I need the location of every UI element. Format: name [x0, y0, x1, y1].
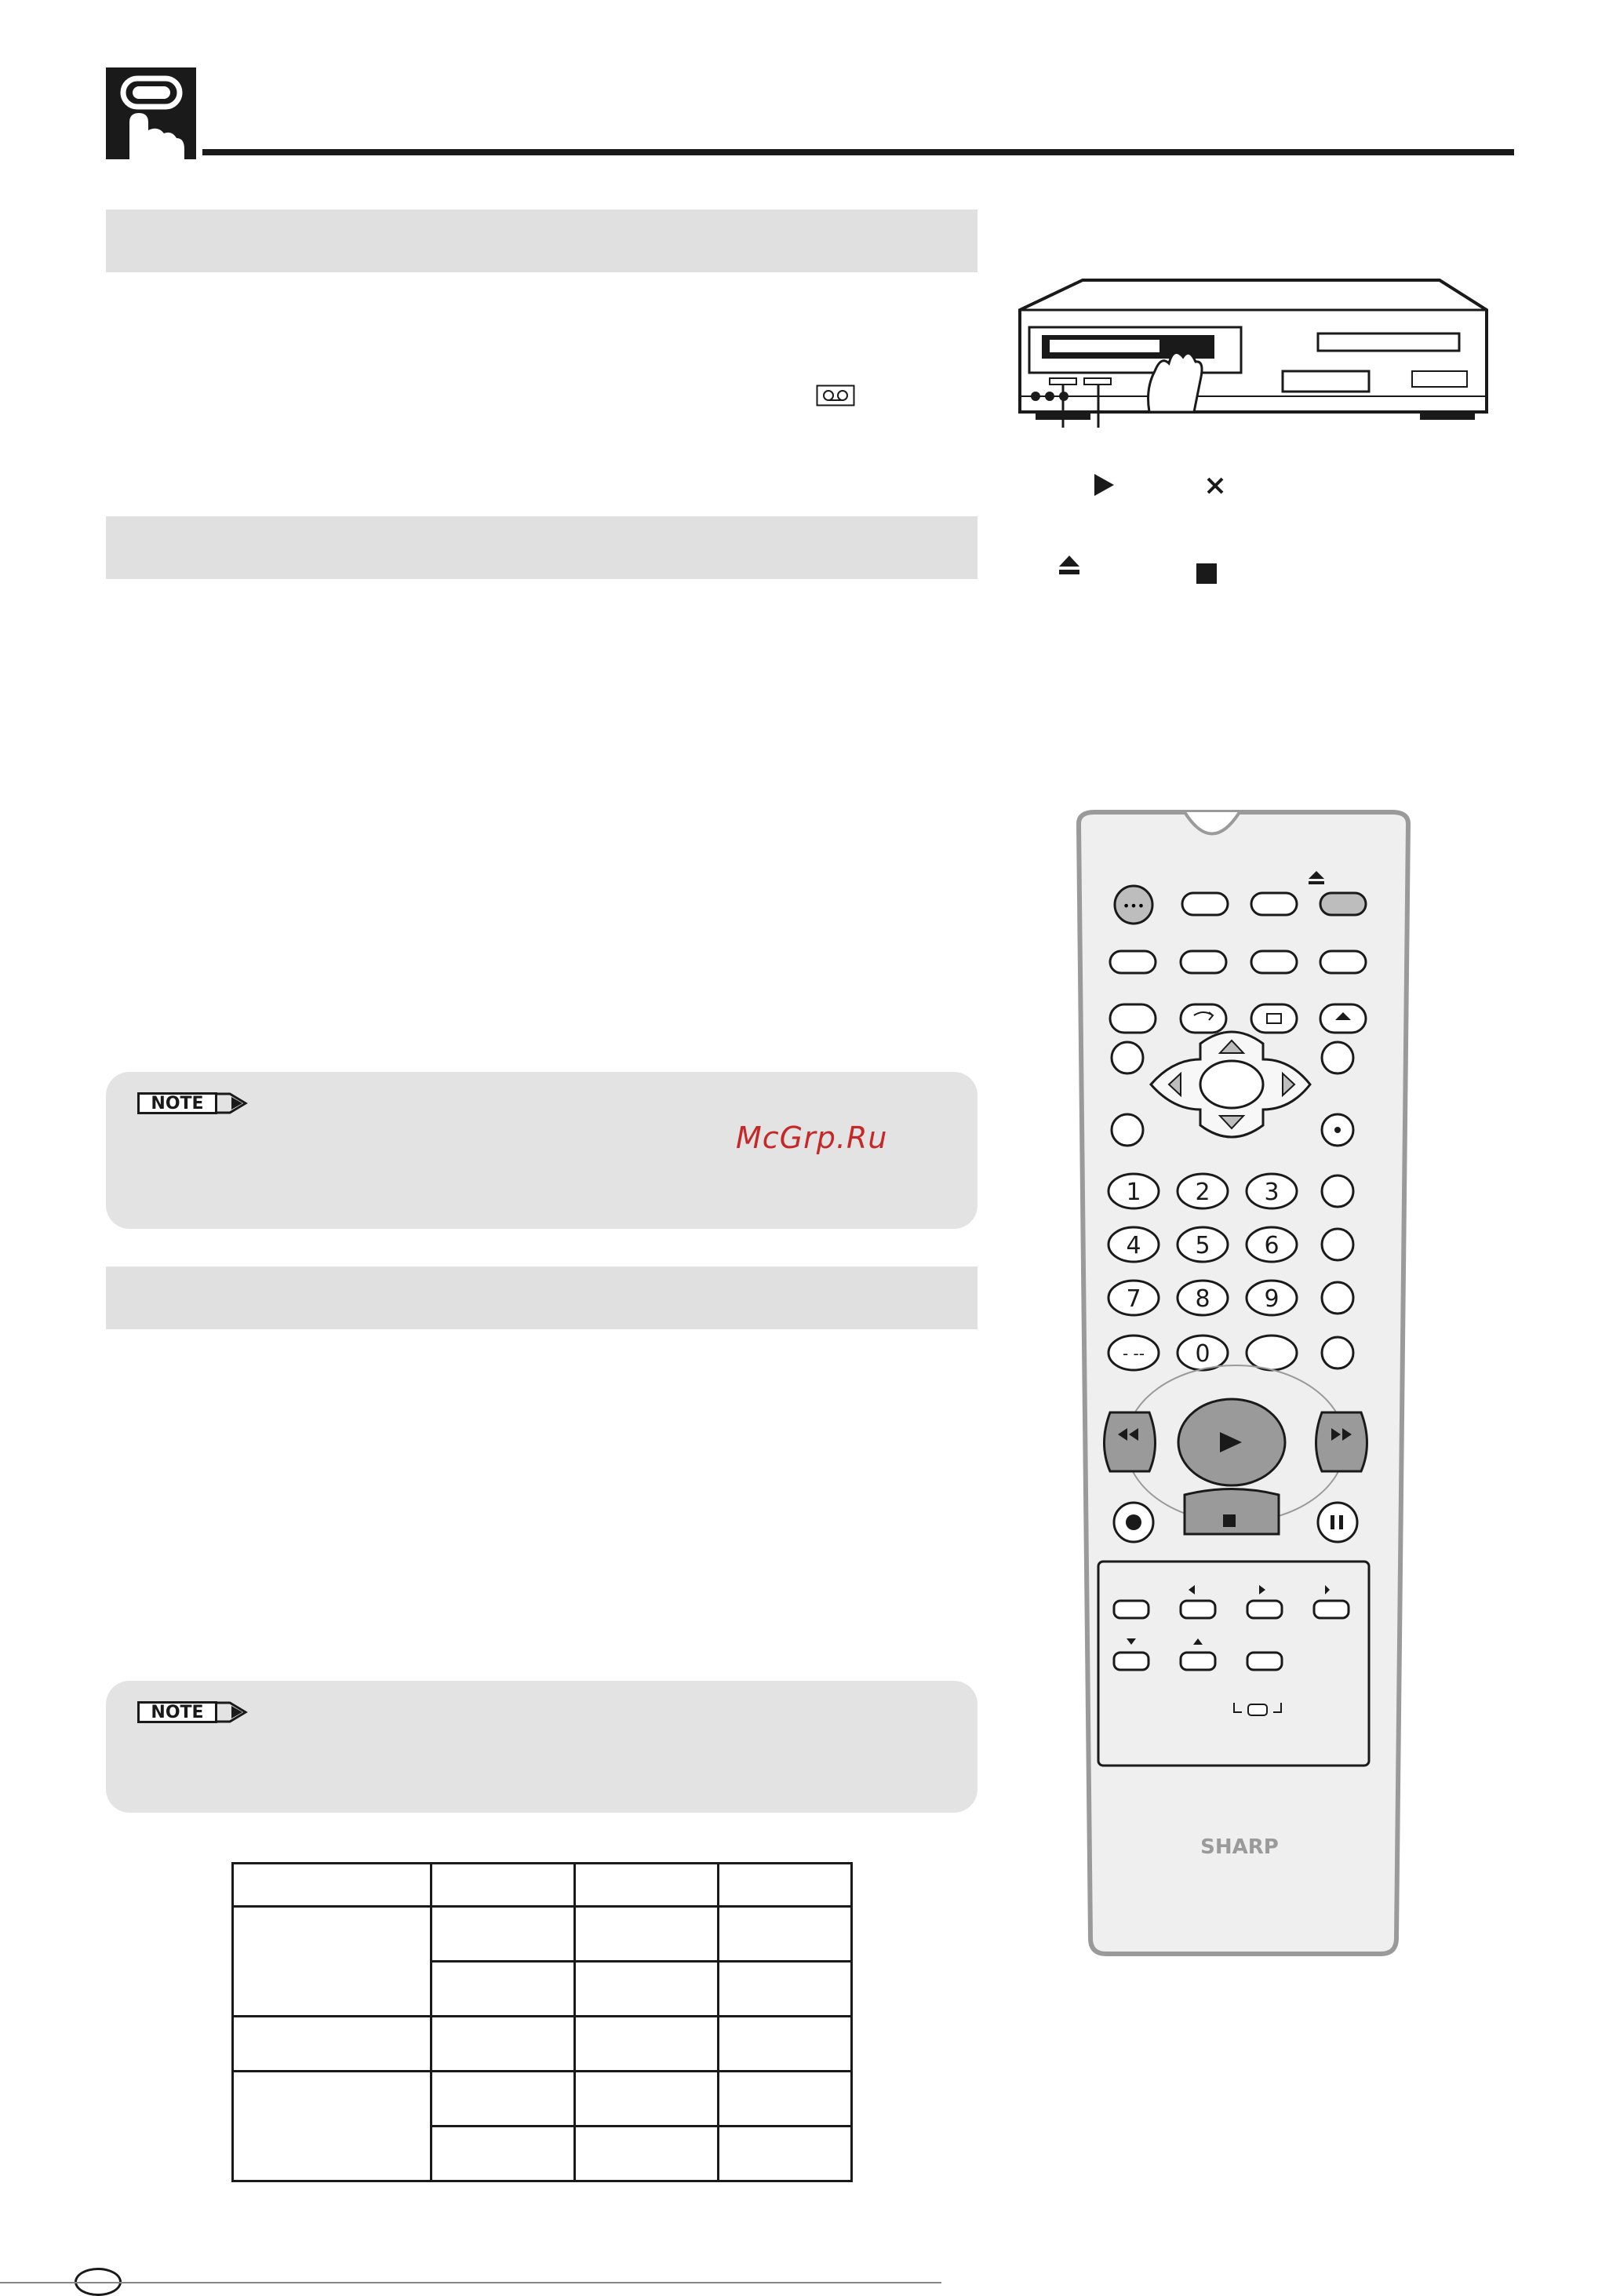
vcr-button-labels [1051, 463, 1365, 596]
remote-key-7: 7 [1126, 1285, 1141, 1313]
section-bar-3 [106, 1266, 977, 1329]
remote-key-6: 6 [1264, 1232, 1280, 1259]
section-bar-1 [106, 210, 977, 272]
chapter-icon [106, 67, 196, 159]
spec-table [231, 1862, 853, 2182]
note-arrow-icon [217, 1701, 249, 1723]
table-cell [575, 1864, 719, 1907]
note-arrow-icon [217, 1092, 249, 1114]
remote-brand: SHARP [1200, 1835, 1279, 1859]
table-cell [233, 1907, 431, 2017]
play-icon [1094, 474, 1114, 496]
table-cell [431, 1864, 575, 1907]
record-icon [1126, 1514, 1141, 1530]
close-x-icon [1208, 479, 1222, 493]
note-tag [137, 1092, 255, 1117]
remote-key-9: 9 [1264, 1285, 1280, 1313]
vcr-illustration [1012, 271, 1498, 428]
table-cell [719, 1962, 852, 2017]
eject-icon [1059, 556, 1079, 574]
table-cell [719, 2127, 852, 2181]
remote-key-3: 3 [1264, 1179, 1280, 1206]
table-cell [233, 1864, 431, 1907]
footer-rule [0, 2282, 941, 2283]
note-label: NOTE [137, 1701, 217, 1723]
table-cell [431, 2017, 575, 2072]
svg-text:•••: ••• [1122, 898, 1145, 913]
table-cell [431, 1907, 575, 1962]
hand-press-icon [106, 67, 196, 159]
pause-still-icon [1331, 1515, 1334, 1529]
table-cell [575, 2127, 719, 2181]
stop-icon [1196, 563, 1217, 584]
watermark: McGrp.Ru [736, 1121, 888, 1155]
table-cell [233, 2017, 431, 2072]
note-box-2 [106, 1681, 977, 1813]
remote-key-2: 2 [1195, 1179, 1210, 1206]
table-cell [575, 2017, 719, 2072]
stop-icon [1223, 1514, 1236, 1527]
remote-key-8: 8 [1195, 1285, 1210, 1313]
cassette-icon [816, 384, 855, 406]
table-cell [575, 1907, 719, 1962]
note-label: NOTE [137, 1092, 217, 1114]
table-cell [431, 2072, 575, 2127]
remote-control [1063, 808, 1424, 1970]
table-row [233, 1864, 852, 1907]
table-row [233, 1907, 852, 1962]
remote-key-5: 5 [1195, 1232, 1210, 1259]
table-cell [719, 1864, 852, 1907]
table-cell [431, 2127, 575, 2181]
table-cell [719, 2017, 852, 2072]
table-cell [233, 2072, 431, 2181]
remote-key-0: 0 [1195, 1340, 1210, 1368]
table-cell [575, 2072, 719, 2127]
table-cell [575, 1962, 719, 2017]
remote-key-1: 1 [1126, 1179, 1141, 1206]
table-cell [719, 2072, 852, 2127]
table-row [233, 2072, 852, 2127]
section-bar-2 [106, 516, 977, 579]
table-cell [719, 1907, 852, 1962]
table-row [233, 2017, 852, 2072]
remote-key-4: 4 [1126, 1232, 1141, 1259]
table-cell [431, 1962, 575, 2017]
header-rule [202, 149, 1514, 155]
remote-key-dash: - -- [1122, 1344, 1145, 1363]
note-tag [137, 1701, 255, 1726]
